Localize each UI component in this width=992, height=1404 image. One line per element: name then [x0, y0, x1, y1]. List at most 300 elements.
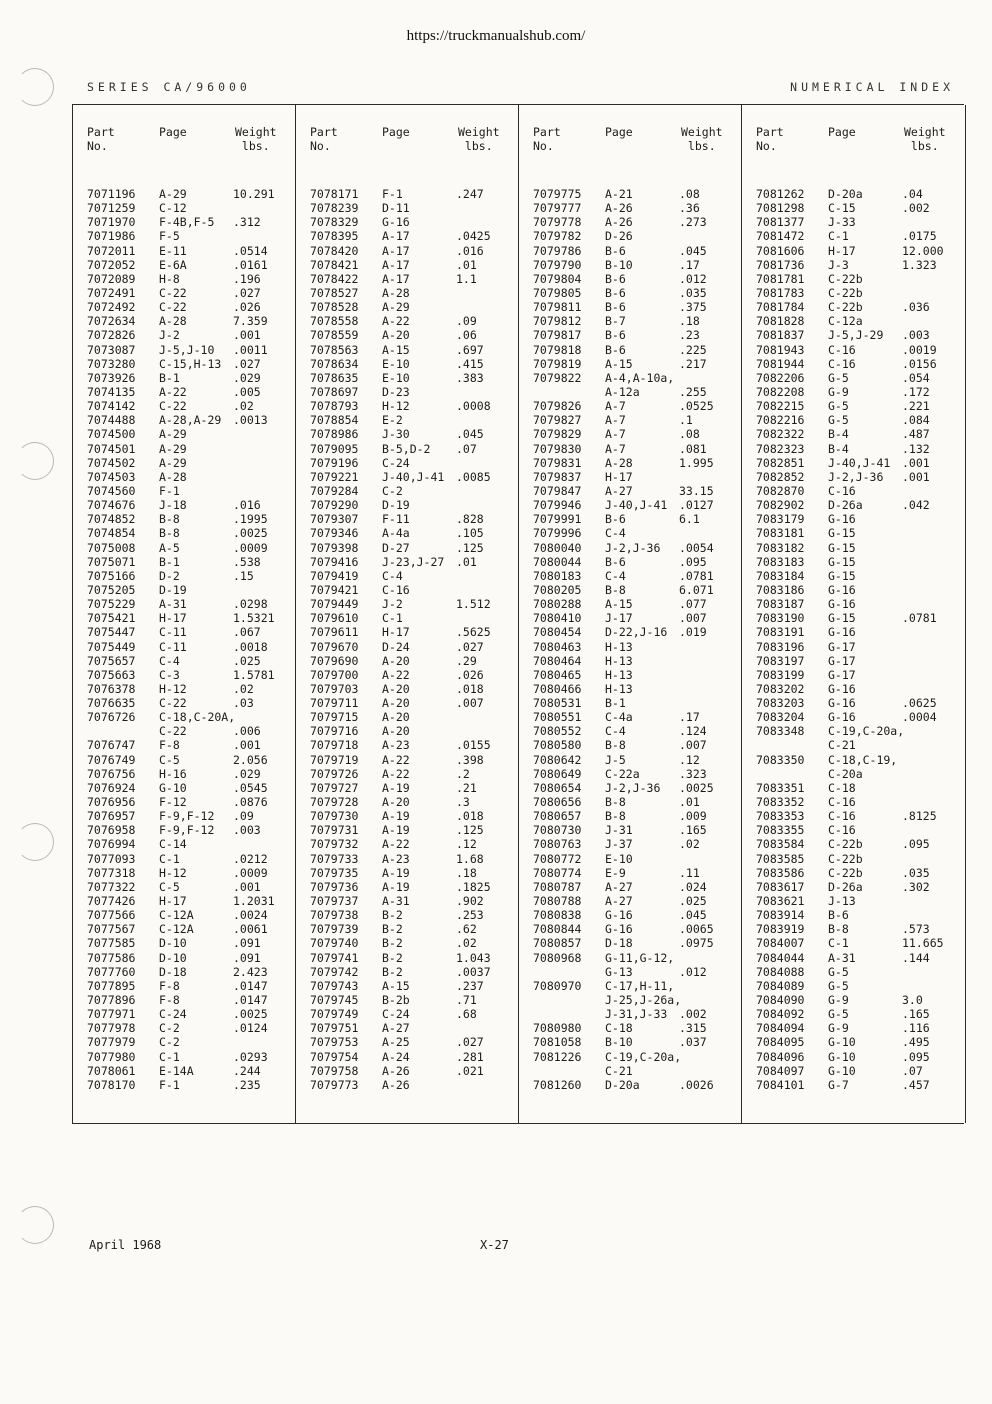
table-row — [296, 328, 519, 342]
page-ref: C-21 — [605, 1063, 633, 1078]
page-ref: J-3 — [828, 257, 849, 272]
weight: .02 — [679, 837, 700, 852]
part-number: 7083617 — [756, 879, 805, 894]
part-number: 7083187 — [756, 597, 805, 612]
part-number: 7076994 — [87, 837, 136, 852]
weight: .054 — [902, 370, 930, 385]
part-number: 7080552 — [533, 724, 582, 739]
page-ref: C-16 — [382, 582, 410, 597]
weight: .0781 — [902, 611, 937, 626]
page-ref: C-2 — [382, 483, 403, 498]
page-ref: A-20 — [382, 696, 410, 711]
table-row — [519, 413, 742, 427]
table-row — [519, 343, 742, 357]
page-ref: G-15 — [828, 540, 856, 555]
table-row — [742, 993, 965, 1007]
weight: .001 — [233, 738, 261, 753]
table-row — [519, 498, 742, 512]
table-row — [742, 611, 965, 625]
page-ref: C-4 — [605, 568, 626, 583]
part-number: 7076747 — [87, 738, 136, 753]
part-number: 7078329 — [310, 215, 359, 230]
page-ref: D-26 — [605, 229, 633, 244]
page-ref: B-1 — [159, 554, 180, 569]
page-ref: A-29 — [159, 187, 187, 201]
table-row — [296, 965, 519, 979]
table-row — [296, 894, 519, 908]
table-row — [519, 894, 742, 908]
weight: .18 — [679, 314, 700, 329]
column-header — [296, 105, 519, 187]
weight: 1.995 — [679, 455, 714, 470]
table-row — [296, 1050, 519, 1064]
table-row — [296, 640, 519, 654]
page-ref: A-24 — [382, 1049, 410, 1064]
weight: .0124 — [233, 1021, 268, 1036]
table-row — [73, 512, 296, 526]
table-row — [296, 512, 519, 526]
table-row — [519, 1035, 742, 1049]
page-header: Page — [382, 125, 410, 139]
weight: .0025 — [233, 1007, 268, 1022]
table-row — [296, 654, 519, 668]
page-ref: C-22 — [159, 724, 187, 739]
table-row — [296, 555, 519, 569]
table-row — [73, 795, 296, 809]
page-ref: C-22b — [828, 271, 863, 286]
weight: .12 — [679, 752, 700, 767]
table-row — [296, 682, 519, 696]
table-row — [73, 272, 296, 286]
column-header — [73, 105, 296, 187]
weight: .0175 — [902, 229, 937, 244]
part-number: 7078528 — [310, 300, 359, 315]
part-number: 7081943 — [756, 342, 805, 357]
page-ref: A-15 — [382, 342, 410, 357]
part-number: 7079830 — [533, 441, 582, 456]
page-ref: G-16 — [828, 582, 856, 597]
table-row — [73, 484, 296, 498]
page-ref: D-22,J-16 — [605, 625, 668, 640]
page-ref: B-6 — [605, 271, 626, 286]
part-number: 7082902 — [756, 498, 805, 513]
page-ref: B-6 — [605, 243, 626, 258]
binder-hole-lower — [16, 823, 54, 861]
table-row — [742, 399, 965, 413]
table-row — [519, 272, 742, 286]
weight: .2 — [456, 766, 470, 781]
page-ref: B-6 — [605, 300, 626, 315]
part-number: 7078239 — [310, 201, 359, 216]
page-ref: J-30 — [382, 427, 410, 442]
table-row — [73, 399, 296, 413]
weight: .091 — [233, 936, 261, 951]
page-ref: J-5,J-10 — [159, 342, 215, 357]
page-ref: B-2 — [382, 922, 403, 937]
weight: 10.291 — [233, 187, 275, 201]
page-ref: A-29 — [159, 427, 187, 442]
weight: .04 — [902, 187, 923, 201]
page-ref: A-17 — [382, 243, 410, 258]
page-ref: J-23,J-27 — [382, 554, 445, 569]
page-ref: C-12a — [828, 314, 863, 329]
page-ref: F-9,F-12 — [159, 823, 215, 838]
part-number: 7077979 — [87, 1035, 136, 1050]
weight: 7.359 — [233, 314, 268, 329]
weight: .415 — [456, 356, 484, 371]
part-number: 7078395 — [310, 229, 359, 244]
part-number: 7080787 — [533, 879, 582, 894]
part-number: 7084094 — [756, 1021, 805, 1036]
weight: .17 — [679, 710, 700, 725]
part-number: 7073087 — [87, 342, 136, 357]
table-row — [742, 541, 965, 555]
page-ref: A-20 — [382, 681, 410, 696]
weight: .037 — [679, 1035, 707, 1050]
page-ref: J-2 — [159, 328, 180, 343]
part-number: 7081260 — [533, 1077, 582, 1092]
table-row — [519, 328, 742, 342]
page-ref: D-20a — [828, 187, 863, 201]
table-row — [296, 781, 519, 795]
part-number: 7079804 — [533, 271, 582, 286]
weight: .383 — [456, 370, 484, 385]
page-ref: C-22 — [159, 399, 187, 414]
table-row — [742, 583, 965, 597]
part-number: 7081944 — [756, 356, 805, 371]
page-ref: A-22 — [382, 766, 410, 781]
table-row — [519, 1021, 742, 1035]
weight: .0009 — [233, 865, 268, 880]
table-row — [519, 442, 742, 456]
page-ref: G-13 — [605, 964, 633, 979]
part-number: 7072089 — [87, 271, 136, 286]
table-row — [742, 201, 965, 215]
table-row — [296, 215, 519, 229]
table-row — [296, 314, 519, 328]
weight: .538 — [233, 554, 261, 569]
part-no-header: Part No. — [87, 125, 115, 153]
table-row — [73, 668, 296, 682]
table-row — [73, 1050, 296, 1064]
page-ref: C-11 — [159, 639, 187, 654]
part-number: 7079758 — [310, 1063, 359, 1078]
table-row — [73, 1035, 296, 1049]
part-number: 7080580 — [533, 738, 582, 753]
part-number: 7074503 — [87, 469, 136, 484]
weight: .0298 — [233, 597, 268, 612]
part-number: 7079421 — [310, 582, 359, 597]
page-ref: B-5,D-2 — [382, 441, 431, 456]
weight: .045 — [679, 243, 707, 258]
part-number: 7078170 — [87, 1077, 136, 1092]
page-ref: B-10 — [605, 257, 633, 272]
page-ref: A-20 — [382, 653, 410, 668]
part-number: 7072011 — [87, 243, 136, 258]
table-row — [742, 328, 965, 342]
page-ref: C-11 — [159, 625, 187, 640]
weight: .0013 — [233, 413, 268, 428]
weight: .125 — [456, 540, 484, 555]
part-number: 7079773 — [310, 1077, 359, 1092]
part-number: 7081837 — [756, 328, 805, 343]
weight: .07 — [456, 441, 477, 456]
series-header: SERIES CA/96000 — [87, 80, 251, 94]
page-ref: C-16 — [828, 342, 856, 357]
part-number: 7079726 — [310, 766, 359, 781]
weight: .024 — [679, 879, 707, 894]
page-ref: D-20a — [605, 1077, 640, 1092]
binder-hole-middle — [16, 442, 54, 480]
part-number: 7078635 — [310, 370, 359, 385]
weight: .027 — [233, 285, 261, 300]
part-number: 7082851 — [756, 455, 805, 470]
part-number: 7079307 — [310, 512, 359, 527]
part-number: 7083919 — [756, 922, 805, 937]
page-ref: B-2 — [382, 908, 403, 923]
part-number: 7079416 — [310, 554, 359, 569]
page-ref: G-9 — [828, 1021, 849, 1036]
page-ref: A-19 — [382, 879, 410, 894]
part-number: 7079805 — [533, 285, 582, 300]
weight: .019 — [679, 625, 707, 640]
part-number: 7080040 — [533, 540, 582, 555]
weight: .0876 — [233, 795, 268, 810]
weight: .902 — [456, 894, 484, 909]
weight: 1.043 — [456, 950, 491, 965]
part-number: 7083202 — [756, 681, 805, 696]
table-row — [296, 951, 519, 965]
part-number: 7079782 — [533, 229, 582, 244]
part-number: 7082215 — [756, 399, 805, 414]
part-number: 7074676 — [87, 498, 136, 513]
part-number: 7079718 — [310, 738, 359, 753]
page-ref: A-23 — [382, 851, 410, 866]
table-row — [519, 993, 742, 1007]
page-ref: D-26a — [828, 879, 863, 894]
page-ref: A-25 — [382, 1035, 410, 1050]
page-ref: G-17 — [828, 639, 856, 654]
weight: .029 — [233, 766, 261, 781]
part-number: 7083196 — [756, 639, 805, 654]
page-ref: A-7 — [605, 427, 626, 442]
table-row — [73, 781, 296, 795]
table-row — [73, 300, 296, 314]
part-number: 7079670 — [310, 639, 359, 654]
page-ref: A-28 — [159, 314, 187, 329]
weight: .0025 — [233, 526, 268, 541]
page-ref: D-18 — [605, 936, 633, 951]
table-row — [296, 470, 519, 484]
part-number: 7084088 — [756, 964, 805, 979]
part-number: 7083190 — [756, 611, 805, 626]
table-row — [742, 654, 965, 668]
table-row — [742, 512, 965, 526]
weight: .217 — [679, 356, 707, 371]
part-number: 7078634 — [310, 356, 359, 371]
weight: .006 — [233, 724, 261, 739]
weight: .21 — [456, 780, 477, 795]
index-header: NUMERICAL INDEX — [790, 80, 954, 94]
part-number: 7079991 — [533, 512, 582, 527]
weight: .312 — [233, 215, 261, 230]
page-ref: A-17 — [382, 229, 410, 244]
table-row — [73, 597, 296, 611]
part-number: 7081606 — [756, 243, 805, 258]
weight: .23 — [679, 328, 700, 343]
part-number: 7082323 — [756, 441, 805, 456]
weight: .035 — [902, 865, 930, 880]
part-number: 7077971 — [87, 1007, 136, 1022]
table-row — [742, 809, 965, 823]
part-number: 7079398 — [310, 540, 359, 555]
table-row — [519, 625, 742, 639]
part-number: 7079786 — [533, 243, 582, 258]
table-row — [296, 244, 519, 258]
table-row — [296, 541, 519, 555]
part-number: 7077980 — [87, 1049, 136, 1064]
weight: .06 — [456, 328, 477, 343]
page-ref: H-12 — [382, 399, 410, 414]
table-row — [296, 569, 519, 583]
page-ref: B-6 — [605, 342, 626, 357]
weight: .124 — [679, 724, 707, 739]
table-row — [296, 767, 519, 781]
column-header — [742, 105, 965, 187]
table-row — [73, 852, 296, 866]
table-row — [519, 696, 742, 710]
page-ref: H-17 — [605, 469, 633, 484]
part-number: 7072634 — [87, 314, 136, 329]
weight: .253 — [456, 908, 484, 923]
table-row — [73, 880, 296, 894]
table-row — [519, 951, 742, 965]
table-row — [519, 852, 742, 866]
page-ref: J-33 — [828, 215, 856, 230]
weight: .001 — [902, 469, 930, 484]
part-number: 7082208 — [756, 384, 805, 399]
page-ref: A-22 — [382, 314, 410, 329]
weight: .0065 — [679, 922, 714, 937]
table-row — [73, 837, 296, 851]
part-number: 7074502 — [87, 455, 136, 470]
part-number: 7074852 — [87, 512, 136, 527]
table-row — [73, 1021, 296, 1035]
weight: .003 — [902, 328, 930, 343]
part-number: 7071196 — [87, 187, 136, 201]
weight: .02 — [233, 399, 254, 414]
table-row — [742, 413, 965, 427]
part-number: 7080463 — [533, 639, 582, 654]
page-ref: B-1 — [605, 696, 626, 711]
part-number: 7075447 — [87, 625, 136, 640]
part-number: 7075229 — [87, 597, 136, 612]
table-row — [296, 1078, 519, 1092]
part-number: 7077322 — [87, 879, 136, 894]
table-row — [519, 300, 742, 314]
page-ref: G-11,G-12, — [605, 950, 675, 965]
table-row — [296, 526, 519, 540]
part-number: 7078563 — [310, 342, 359, 357]
page-ref: A-12a — [605, 384, 640, 399]
page-header: Page — [605, 125, 633, 139]
page-ref: A-28,A-29 — [159, 413, 222, 428]
weight: .0425 — [456, 229, 491, 244]
page-ref: J-2 — [382, 597, 403, 612]
source-url[interactable]: https://truckmanualshub.com/ — [406, 28, 586, 44]
table-row — [742, 1007, 965, 1021]
part-number: 7078171 — [310, 187, 359, 201]
part-number: 7079290 — [310, 498, 359, 513]
page-ref: C-24 — [382, 455, 410, 470]
weight: .71 — [456, 993, 477, 1008]
page-ref: B-1 — [159, 370, 180, 385]
table-row — [742, 979, 965, 993]
table-row — [296, 668, 519, 682]
page-ref: C-5 — [159, 752, 180, 767]
page-ref: G-10 — [828, 1063, 856, 1078]
part-number: 7080730 — [533, 823, 582, 838]
page-ref: H-8 — [159, 271, 180, 286]
weight: .0024 — [233, 908, 268, 923]
page-ref: C-2 — [159, 1021, 180, 1036]
weight: .007 — [456, 696, 484, 711]
page-ref: J-13 — [828, 894, 856, 909]
part-number: 7078559 — [310, 328, 359, 343]
table-row — [519, 244, 742, 258]
part-number: 7079812 — [533, 314, 582, 329]
weight: .8125 — [902, 809, 937, 824]
page-ref: F-1 — [382, 187, 403, 201]
table-row — [742, 597, 965, 611]
table-row — [742, 272, 965, 286]
part-number: 7081226 — [533, 1049, 582, 1064]
table-row — [73, 710, 296, 724]
weight: .095 — [679, 554, 707, 569]
table-row — [519, 357, 742, 371]
weight: 2.056 — [233, 752, 268, 767]
page-ref: H-13 — [605, 639, 633, 654]
part-number: 7081828 — [756, 314, 805, 329]
page-ref: C-14 — [159, 837, 187, 852]
table-row — [742, 866, 965, 880]
weight: .0545 — [233, 780, 268, 795]
table-row — [73, 767, 296, 781]
table-row — [519, 767, 742, 781]
page-ref: B-2b — [382, 993, 410, 1008]
part-number: 7079741 — [310, 950, 359, 965]
page-ref: J-25,J-26a, — [605, 993, 682, 1008]
part-number: 7076924 — [87, 780, 136, 795]
page-ref: C-15 — [828, 201, 856, 216]
page-ref: F-5 — [159, 229, 180, 244]
weight: .095 — [902, 1049, 930, 1064]
part-number: 7079346 — [310, 526, 359, 541]
table-row — [519, 837, 742, 851]
table-row — [73, 541, 296, 555]
table-row — [73, 979, 296, 993]
page-ref: D-27 — [382, 540, 410, 555]
part-number: 7083914 — [756, 908, 805, 923]
table-row — [742, 795, 965, 809]
page-ref: A-26 — [382, 1077, 410, 1092]
part-number: 7081298 — [756, 201, 805, 216]
table-row — [296, 795, 519, 809]
page-ref: A-5 — [159, 540, 180, 555]
table-row — [742, 823, 965, 837]
weight: .08 — [679, 427, 700, 442]
weight: .0061 — [233, 922, 268, 937]
